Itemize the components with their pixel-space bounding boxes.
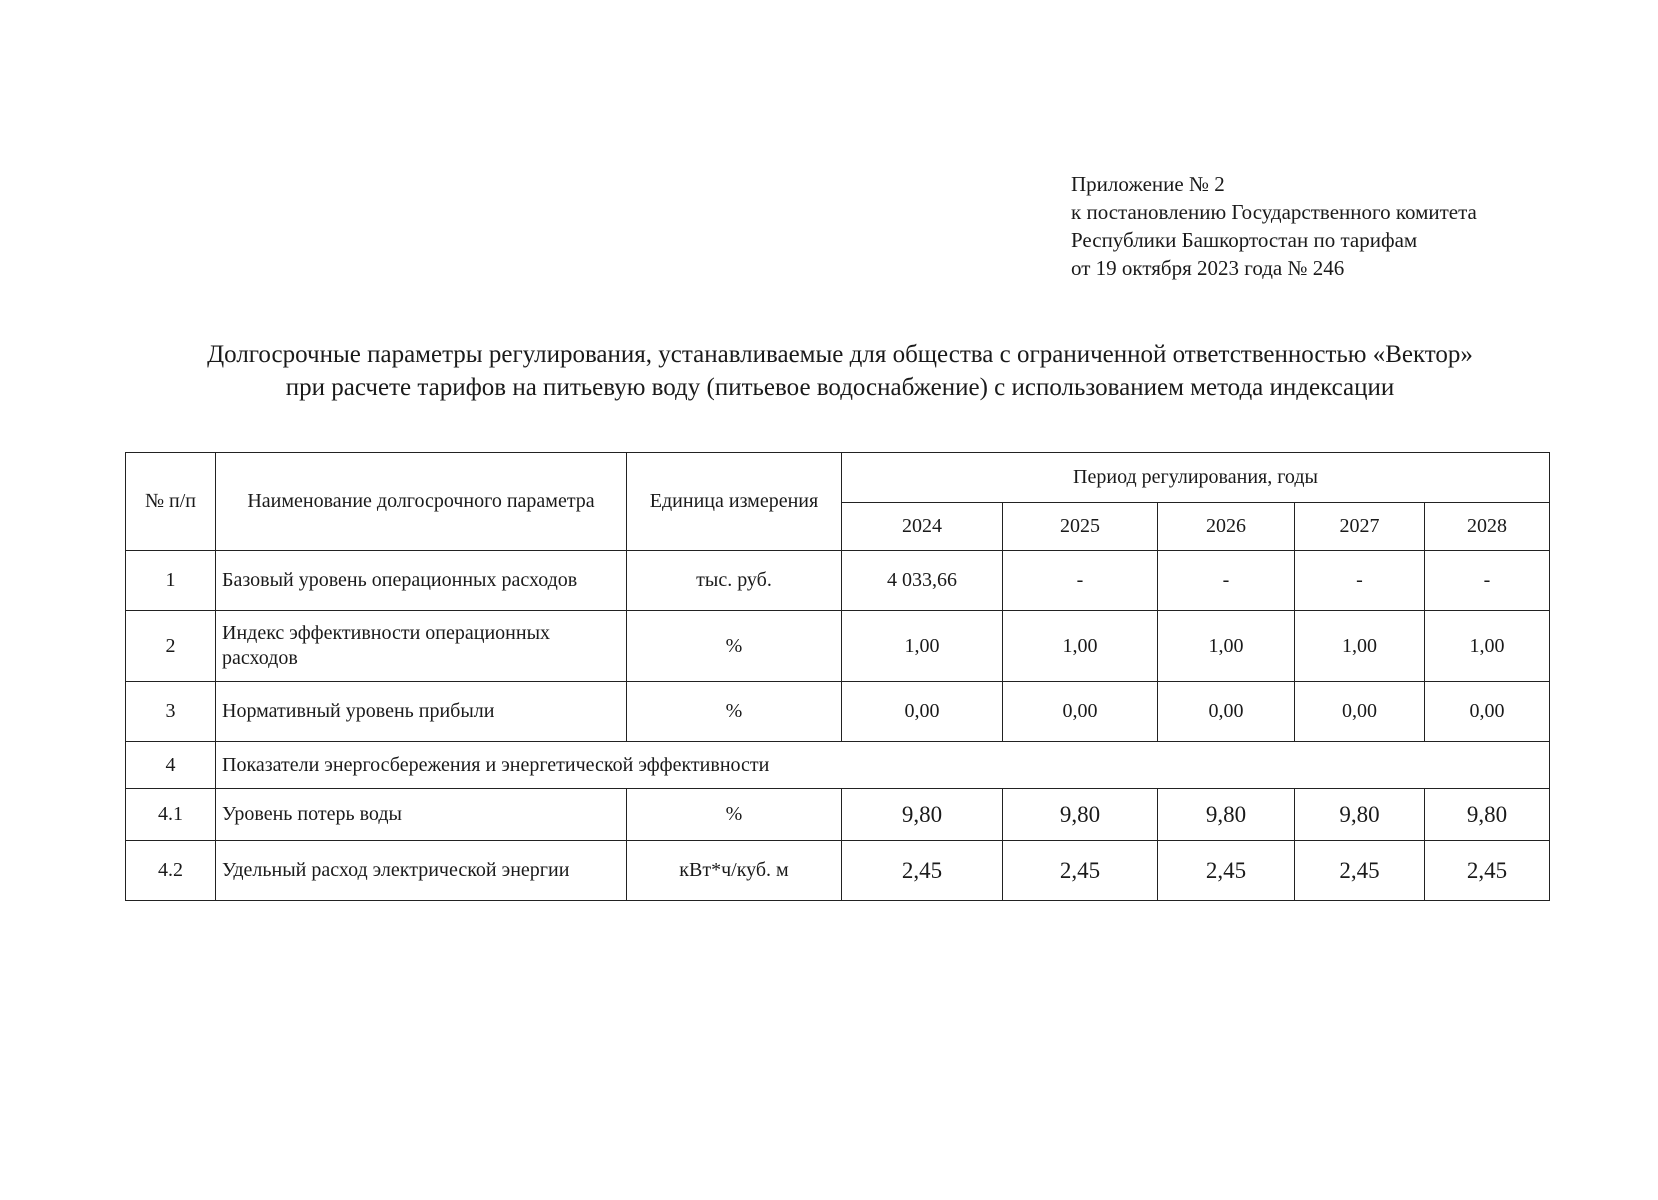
row-value: 2,45 <box>1295 841 1425 901</box>
table-row <box>126 841 1550 901</box>
appendix-line: Приложение № 2 <box>1071 172 1225 196</box>
row-value: 9,80 <box>842 789 1003 841</box>
row-name: Индекс эффективности операционных расходов <box>216 611 627 682</box>
row-value: 2,45 <box>1003 841 1158 901</box>
header-year: 2025 <box>1003 503 1158 551</box>
row-value: - <box>1003 551 1158 611</box>
appendix-line: от 19 октября 2023 года № 246 <box>1071 256 1345 280</box>
document-title <box>100 338 1580 404</box>
header-year: 2024 <box>842 503 1003 551</box>
row-unit: кВт*ч/куб. м <box>627 841 842 901</box>
row-value: 1,00 <box>1003 611 1158 682</box>
table-row <box>126 789 1550 841</box>
row-value: 9,80 <box>1425 789 1550 841</box>
title-line: Долгосрочные параметры регулирования, устанавливаемые для общества с ограниченной ответственностью «Вектор» <box>207 341 1473 368</box>
row-value: 9,80 <box>1295 789 1425 841</box>
row-num: 4 <box>126 742 216 789</box>
row-value: - <box>1295 551 1425 611</box>
title-line: при расчете тарифов на питьевую воду (питьевое водоснабжение) с использованием метода индексации <box>285 374 1395 401</box>
parameters-table <box>125 452 1550 901</box>
row-value: - <box>1158 551 1295 611</box>
table-row <box>126 682 1550 742</box>
table-row <box>126 551 1550 611</box>
row-value: 2,45 <box>842 841 1003 901</box>
row-value: 2,45 <box>1158 841 1295 901</box>
row-name: Удельный расход электрической энергии <box>216 841 627 901</box>
table-section-row <box>126 742 1550 789</box>
header-year: 2027 <box>1295 503 1425 551</box>
row-num: 1 <box>126 551 216 611</box>
row-name: Показатели энергосбережения и энергетической эффективности <box>216 742 1550 789</box>
row-value: 9,80 <box>1003 789 1158 841</box>
row-value: 1,00 <box>842 611 1003 682</box>
header-unit: Единица измерения <box>627 453 842 551</box>
row-unit: % <box>627 789 842 841</box>
row-value: - <box>1425 551 1550 611</box>
header-year: 2026 <box>1158 503 1295 551</box>
appendix-line: к постановлению Государственного комитета <box>1071 200 1477 224</box>
row-value: 0,00 <box>1295 682 1425 742</box>
row-unit: % <box>627 611 842 682</box>
header-num: № п/п <box>126 453 216 551</box>
row-value: 1,00 <box>1158 611 1295 682</box>
row-value: 0,00 <box>1158 682 1295 742</box>
row-name: Базовый уровень операционных расходов <box>216 551 627 611</box>
row-name: Нормативный уровень прибыли <box>216 682 627 742</box>
row-unit: % <box>627 682 842 742</box>
row-value: 0,00 <box>1425 682 1550 742</box>
appendix-block <box>1071 170 1477 282</box>
row-name: Уровень потерь воды <box>216 789 627 841</box>
header-period: Период регулирования, годы <box>842 453 1550 503</box>
row-num: 4.2 <box>126 841 216 901</box>
row-value: 2,45 <box>1425 841 1550 901</box>
row-value: 0,00 <box>842 682 1003 742</box>
row-value: 4 033,66 <box>842 551 1003 611</box>
row-value: 1,00 <box>1295 611 1425 682</box>
row-num: 3 <box>126 682 216 742</box>
header-name: Наименование долгосрочного параметра <box>216 453 627 551</box>
table-row <box>126 611 1550 682</box>
row-value: 1,00 <box>1425 611 1550 682</box>
header-year: 2028 <box>1425 503 1550 551</box>
appendix-line: Республики Башкортостан по тарифам <box>1071 228 1418 252</box>
header-row <box>126 453 1550 503</box>
row-num: 4.1 <box>126 789 216 841</box>
row-unit: тыс. руб. <box>627 551 842 611</box>
row-num: 2 <box>126 611 216 682</box>
row-value: 0,00 <box>1003 682 1158 742</box>
row-value: 9,80 <box>1158 789 1295 841</box>
